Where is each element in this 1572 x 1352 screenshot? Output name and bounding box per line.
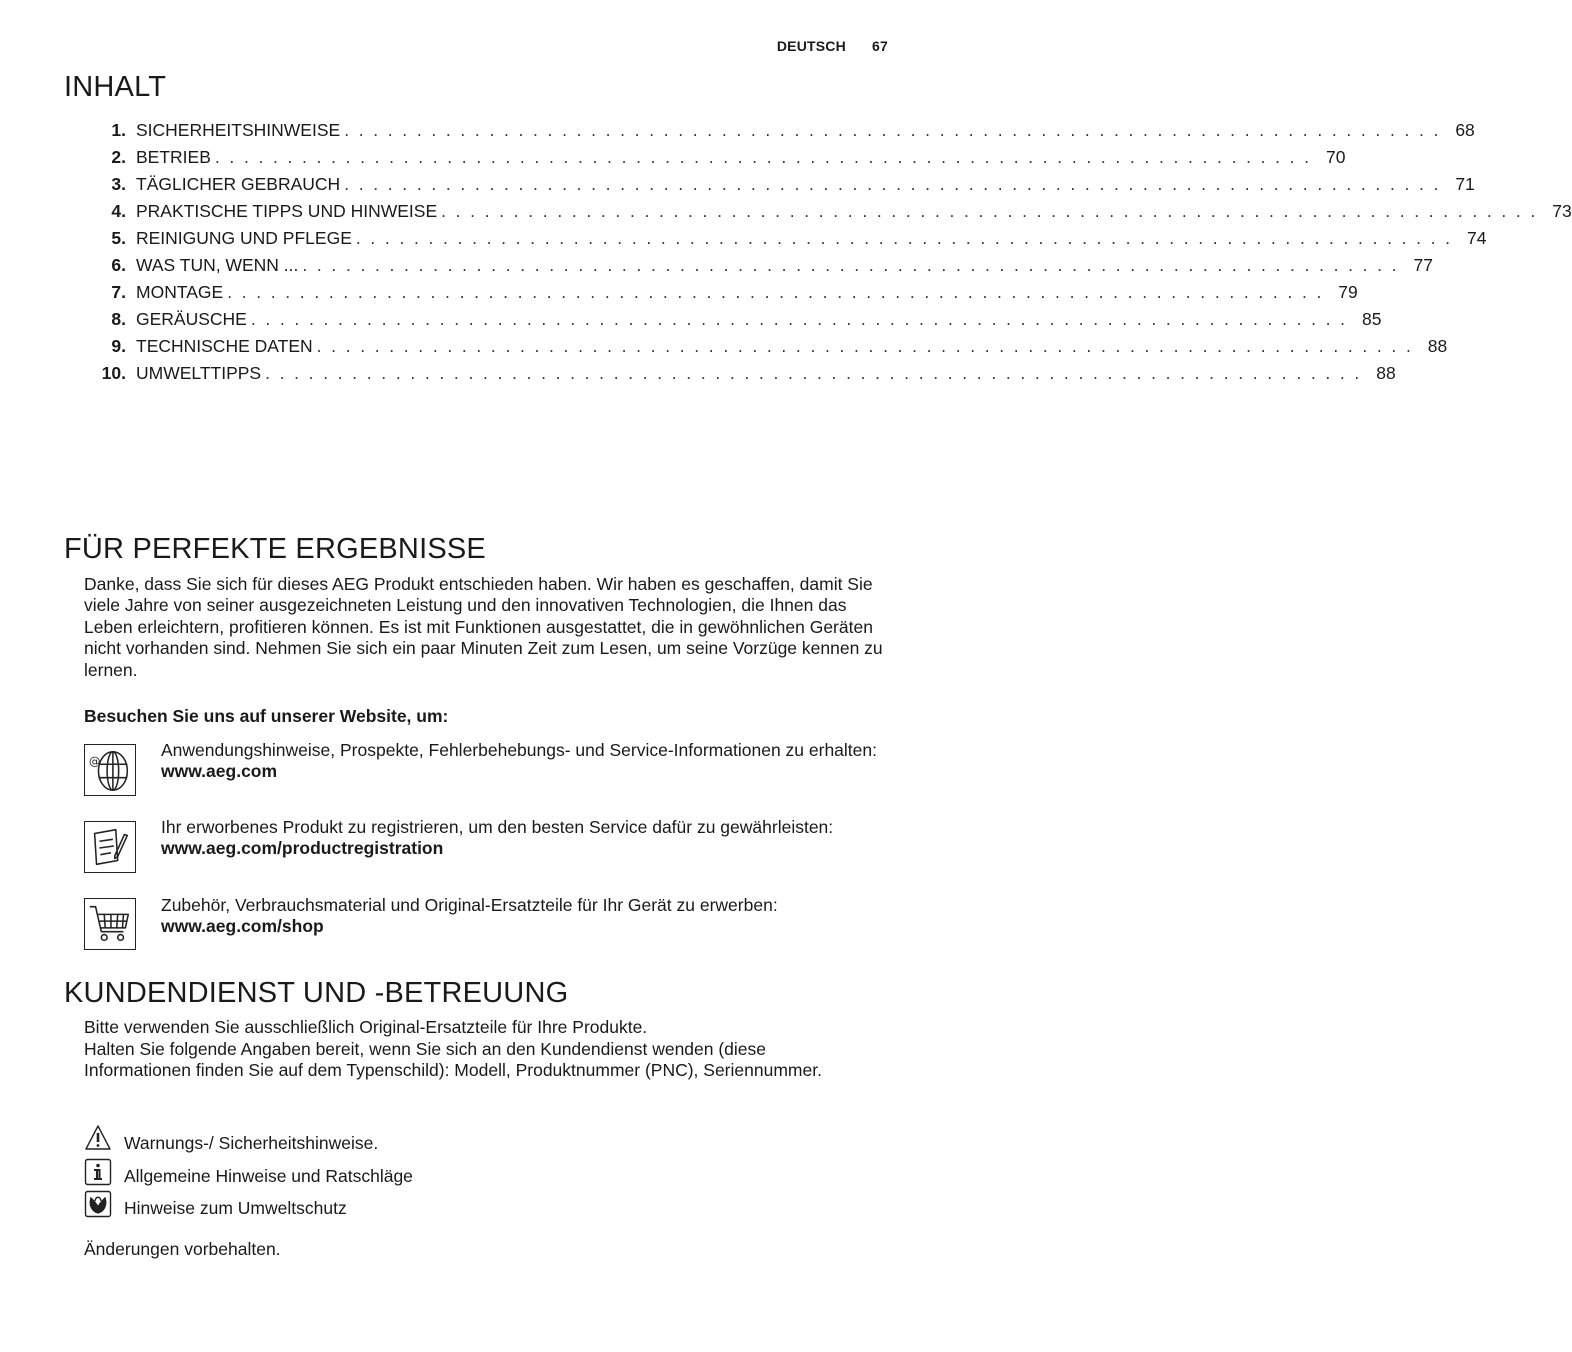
toc-item-3[interactable] — [90, 174, 1475, 201]
toc-item-8[interactable] — [90, 309, 1382, 336]
service-heading: KUNDENDIENST UND -BETREUUNG — [64, 977, 569, 1009]
toc-leader-dots: . . . . . . . . . . . . . . . . . . . . . . . . . . . . . . . . . . . . . . . . . . . . . . . . . . . . . . . . . . . . . . . . . . . . . . . . . . . . — [250, 309, 1348, 329]
link-block-registration — [161, 817, 896, 860]
toc-item-number: 8. — [111, 309, 126, 329]
toc-item-page: 77 — [1413, 255, 1433, 275]
toc-item-title: SICHERHEITSHINWEISE — [136, 120, 341, 140]
globe-icon — [84, 744, 136, 796]
toc-item-page: 88 — [1427, 336, 1448, 356]
toc-item-page: 85 — [1361, 309, 1382, 329]
toc-leader-dots: . . . . . . . . . . . . . . . . . . . . . . . . . . . . . . . . . . . . . . . . . . . . . . . . . . . . . . . . . . . . . . . . . . . . . . . . . . . . — [265, 363, 1362, 383]
results-intro: Danke, dass Sie sich für dieses AEG Produkt entschieden haben. Wir haben es geschaffen, damit Sie viele Jahre von seiner ausgezeichneten Leistung und den innovativen Technologien, die Ihnen das Leben erleichtern, profitieren können. Es ist mit Funktionen ausgestattet, die in gewöhnlichen Geräten nicht vorhanden sind. Nehmen Sie sich ein paar Minuten Zeit zum Lesen, um seine Vorzüge kennen zu lernen. — [84, 574, 883, 680]
service-line-2: Halten Sie folgende Angaben bereit, wenn Sie sich an den Kundendienst wenden (diese Informationen finden Sie auf dem Typenschild): Modell, Produktnummer (PNC), Seriennummer. — [84, 1039, 822, 1081]
registration-icon — [84, 821, 136, 873]
toc-item-page: 74 — [1466, 228, 1487, 248]
link-url[interactable]: www.aeg.com — [161, 761, 278, 782]
link-block-shop — [161, 895, 896, 938]
toc-leader-dots: . . . . . . . . . . . . . . . . . . . . . . . . . . . . . . . . . . . . . . . . . . . . . . . . . . . . . . . . . . . . . . . . . . . . . . . . . . . . — [344, 174, 1441, 194]
toc-item-title: WAS TUN, WENN ... — [136, 255, 299, 275]
toc-item-title: BETRIEB — [136, 147, 211, 167]
link-description: Zubehör, Verbrauchsmaterial und Original-Ersatzteile für Ihr Gerät zu erwerben: — [161, 895, 778, 915]
toc-item-5[interactable] — [90, 228, 1487, 255]
service-line-1: Bitte verwenden Sie ausschließlich Original-Ersatzteile für Ihre Produkte. — [84, 1017, 648, 1037]
link-description: Anwendungshinweise, Prospekte, Fehlerbehebungs- und Service-Informationen zu erhalten: — [161, 740, 877, 760]
note-warning: Warnungs-/ Sicherheitshinweise. — [124, 1133, 379, 1153]
toc-item-number: 7. — [111, 282, 126, 302]
toc-item-title: REINIGUNG UND PFLEGE — [136, 228, 352, 248]
page-header — [777, 38, 888, 54]
toc-item-10[interactable] — [90, 363, 1396, 390]
toc-item-title: TÄGLICHER GEBRAUCH — [136, 174, 341, 194]
info-icon — [84, 1158, 112, 1186]
toc-item-number: 9. — [111, 336, 126, 356]
toc-leader-dots: . . . . . . . . . . . . . . . . . . . . . . . . . . . . . . . . . . . . . . . . . . . . . . . . . . . . . . . . . . . . . . . . . . . . . . . . . . . . — [344, 120, 1441, 140]
toc-item-number: 4. — [111, 201, 126, 221]
toc-item-title: GERÄUSCHE — [136, 309, 247, 329]
link-url[interactable]: www.aeg.com/productregistration — [161, 838, 444, 859]
toc-item-4[interactable] — [90, 201, 1572, 228]
toc-item-page: 73 — [1552, 201, 1572, 221]
table-of-contents — [90, 120, 1572, 390]
environment-icon — [84, 1190, 112, 1218]
warning-icon — [84, 1124, 112, 1152]
note-environment: Hinweise zum Umweltschutz — [124, 1198, 347, 1218]
toc-item-9[interactable] — [90, 336, 1448, 363]
link-block-info — [161, 740, 896, 783]
toc-item-page: 88 — [1376, 363, 1396, 383]
toc-item-2[interactable] — [90, 147, 1346, 174]
header-language: DEUTSCH — [776, 38, 846, 54]
visit-website-label: Besuchen Sie uns auf unserer Website, um: — [84, 706, 449, 726]
toc-item-number: 10. — [101, 363, 126, 383]
toc-item-title: MONTAGE — [136, 282, 224, 302]
toc-item-6[interactable] — [90, 255, 1433, 282]
toc-item-page: 79 — [1338, 282, 1358, 302]
toc-item-7[interactable] — [90, 282, 1358, 309]
toc-item-number: 3. — [111, 174, 126, 194]
toc-leader-dots: . . . . . . . . . . . . . . . . . . . . . . . . . . . . . . . . . . . . . . . . . . . . . . . . . . . . . . . . . . . . . . . . . . . . . . . . . . . . — [441, 201, 1538, 221]
toc-item-title: TECHNISCHE DATEN — [136, 336, 313, 356]
toc-item-title: UMWELTTIPPS — [136, 363, 262, 383]
header-page-number: 67 — [872, 38, 888, 54]
toc-item-page: 68 — [1455, 120, 1475, 140]
toc-item-number: 6. — [111, 255, 126, 275]
toc-item-title: PRAKTISCHE TIPPS UND HINWEISE — [136, 201, 438, 221]
link-url[interactable]: www.aeg.com/shop — [161, 916, 324, 937]
toc-item-number: 1. — [111, 120, 126, 140]
toc-heading: INHALT — [64, 71, 167, 103]
toc-item-number: 2. — [111, 147, 126, 167]
results-heading: FÜR PERFEKTE ERGEBNISSE — [64, 533, 486, 565]
note-info: Allgemeine Hinweise und Ratschläge — [124, 1166, 413, 1186]
toc-item-1[interactable] — [90, 120, 1475, 147]
toc-item-number: 5. — [111, 228, 126, 248]
toc-leader-dots: . . . . . . . . . . . . . . . . . . . . . . . . . . . . . . . . . . . . . . . . . . . . . . . . . . . . . . . . . . . . . . . . . . . . . . . . . . . . — [302, 255, 1399, 275]
toc-leader-dots: . . . . . . . . . . . . . . . . . . . . . . . . . . . . . . . . . . . . . . . . . . . . . . . . . . . . . . . . . . . . . . . . . . . . . . . . . . . . — [316, 336, 1414, 356]
toc-leader-dots: . . . . . . . . . . . . . . . . . . . . . . . . . . . . . . . . . . . . . . . . . . . . . . . . . . . . . . . . . . . . . . . . . . . . . . . . . . . . — [227, 282, 1324, 302]
svg-text:@: @ — [88, 754, 101, 769]
shopping-cart-icon — [84, 898, 136, 950]
toc-item-page: 71 — [1455, 174, 1475, 194]
toc-leader-dots: . . . . . . . . . . . . . . . . . . . . . . . . . . . . . . . . . . . . . . . . . . . . . . . . . . . . . . . . . . . . . . . . . . . . . . . . . . . . — [355, 228, 1453, 248]
footer-note: Änderungen vorbehalten. — [84, 1239, 281, 1259]
link-description: Ihr erworbenes Produkt zu registrieren, um den besten Service dafür zu gewährleisten: — [161, 817, 834, 837]
toc-leader-dots: . . . . . . . . . . . . . . . . . . . . . . . . . . . . . . . . . . . . . . . . . . . . . . . . . . . . . . . . . . . . . . . . . . . . . . . . . . . . — [214, 147, 1312, 167]
toc-item-page: 70 — [1326, 147, 1346, 167]
